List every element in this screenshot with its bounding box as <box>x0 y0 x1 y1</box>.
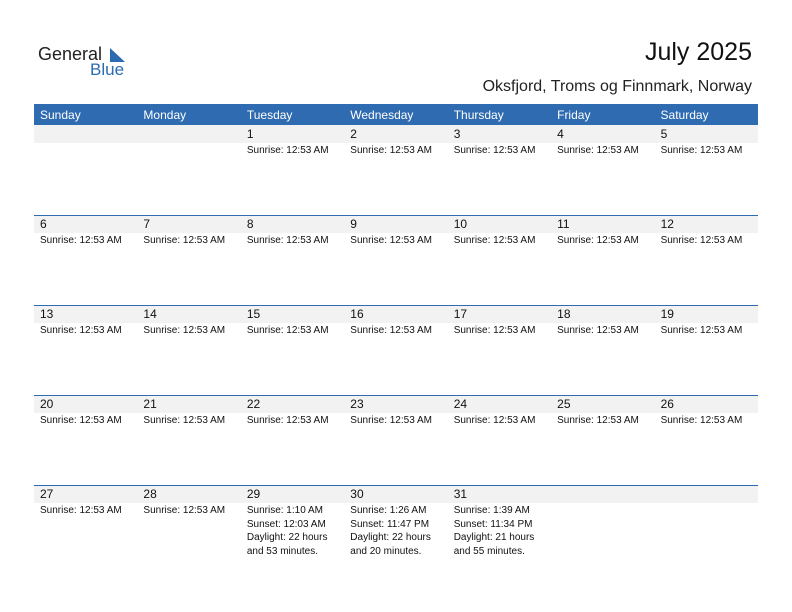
day-sun-info: Sunrise: 12:53 AM <box>660 415 743 426</box>
day-sun-info: Sunrise: 12:53 AM <box>40 505 122 516</box>
day-sun-info: Sunrise: 12:53 AM <box>143 505 226 516</box>
day-number: 30 <box>350 487 364 501</box>
day-cell <box>448 305 551 395</box>
day-sun-info: Sunrise: 12:53 AM <box>40 235 122 246</box>
day-sun-info: Sunrise: 12:53 AM <box>246 235 329 246</box>
day-cell <box>137 485 240 575</box>
day-number: 22 <box>246 397 261 411</box>
day-sun-info: Sunrise: 12:53 AM <box>453 415 536 426</box>
day-sun-info: Sunrise: 12:53 AM <box>143 415 226 426</box>
day-sun-info: Sunrise: 12:53 AM <box>453 325 536 336</box>
day-cell <box>344 395 447 485</box>
day-cell <box>137 215 240 305</box>
calendar-week-row <box>34 395 758 485</box>
day-sun-info: Sunrise: 1:10 AM Sunset: 12:03 AM Daylight: 22 hours and 53 minutes. <box>246 505 328 557</box>
day-cell <box>551 215 654 305</box>
day-cell <box>241 395 344 485</box>
day-sun-info: Sunrise: 12:53 AM <box>660 235 743 246</box>
day-number: 29 <box>246 487 261 501</box>
day-cell <box>551 485 654 575</box>
day-sun-info: Sunrise: 12:53 AM <box>350 235 432 246</box>
calendar-location: Oksfjord, Troms og Finnmark, Norway <box>482 78 752 95</box>
day-cell <box>34 305 137 395</box>
day-number: 26 <box>660 397 674 411</box>
day-number: 25 <box>557 397 571 411</box>
day-sun-info: Sunrise: 12:53 AM <box>246 145 329 156</box>
day-cell <box>241 305 344 395</box>
day-cell <box>448 485 551 575</box>
day-number: 31 <box>453 487 468 501</box>
day-cell <box>655 125 758 215</box>
day-sun-info: Sunrise: 12:53 AM <box>350 415 432 426</box>
day-sun-info: Sunrise: 1:39 AM Sunset: 11:34 PM Daylight: 21 hours and 55 minutes. <box>453 505 535 557</box>
day-number: 21 <box>143 397 157 411</box>
day-sun-info: Sunrise: 12:53 AM <box>246 415 329 426</box>
day-sun-info: Sunrise: 12:53 AM <box>453 145 536 156</box>
day-number: 20 <box>40 397 54 411</box>
day-cell <box>137 125 240 215</box>
day-cell <box>655 215 758 305</box>
day-sun-info: Sunrise: 12:53 AM <box>557 325 639 336</box>
day-sun-info: Sunrise: 12:53 AM <box>350 145 432 156</box>
day-number: 15 <box>246 307 261 321</box>
day-cell <box>655 485 758 575</box>
logo <box>38 44 138 80</box>
day-cell <box>655 305 758 395</box>
day-sun-info: Sunrise: 12:53 AM <box>557 415 639 426</box>
day-number: 13 <box>40 307 54 321</box>
calendar-week-row <box>34 485 758 575</box>
day-cell <box>448 215 551 305</box>
calendar-week-row <box>34 125 758 215</box>
logo-blue-text: Blue <box>90 60 125 79</box>
day-cell <box>655 395 758 485</box>
day-number: 11 <box>557 217 570 231</box>
day-cell <box>344 305 447 395</box>
day-cell <box>448 125 551 215</box>
day-number: 27 <box>40 487 54 501</box>
day-cell <box>241 125 344 215</box>
day-cell <box>241 215 344 305</box>
day-cell <box>241 485 344 575</box>
day-number: 1 <box>246 127 254 141</box>
day-cell <box>137 395 240 485</box>
weekday-friday: Friday <box>557 108 591 122</box>
day-sun-info: Sunrise: 12:53 AM <box>246 325 329 336</box>
calendar-week-row <box>34 215 758 305</box>
day-number: 4 <box>557 127 564 141</box>
day-cell <box>34 215 137 305</box>
day-sun-info: Sunrise: 12:53 AM <box>143 235 226 246</box>
day-number: 2 <box>350 127 357 141</box>
day-number: 28 <box>143 487 157 501</box>
weekday-thursday: Thursday <box>453 108 504 122</box>
day-cell <box>448 395 551 485</box>
day-cell <box>34 395 137 485</box>
day-number: 19 <box>660 307 674 321</box>
day-sun-info: Sunrise: 12:53 AM <box>40 415 122 426</box>
day-number: 8 <box>246 217 254 231</box>
day-sun-info: Sunrise: 12:53 AM <box>453 235 536 246</box>
day-number: 3 <box>453 127 461 141</box>
day-cell <box>344 215 447 305</box>
weekday-saturday: Saturday <box>660 108 709 122</box>
weekday-wednesday: Wednesday <box>350 108 414 122</box>
day-number: 16 <box>350 307 364 321</box>
day-cell <box>551 305 654 395</box>
day-sun-info: Sunrise: 12:53 AM <box>660 325 743 336</box>
day-cell <box>551 125 654 215</box>
day-sun-info: Sunrise: 12:53 AM <box>557 145 639 156</box>
day-cell <box>34 485 137 575</box>
weekday-header <box>34 104 758 125</box>
day-cell <box>551 395 654 485</box>
day-number: 6 <box>40 217 47 231</box>
day-sun-info: Sunrise: 1:26 AM Sunset: 11:47 PM Daylight: 22 hours and 20 minutes. <box>350 505 431 557</box>
day-number: 12 <box>660 217 674 231</box>
day-cell <box>344 485 447 575</box>
day-cell <box>34 125 137 215</box>
day-number: 23 <box>350 397 364 411</box>
weekday-sunday: Sunday <box>40 108 81 122</box>
day-sun-info: Sunrise: 12:53 AM <box>557 235 639 246</box>
day-number: 10 <box>453 217 468 231</box>
day-number: 14 <box>143 307 157 321</box>
day-cell <box>344 125 447 215</box>
day-number: 7 <box>143 217 151 231</box>
weekday-tuesday: Tuesday <box>246 108 293 122</box>
day-sun-info: Sunrise: 12:53 AM <box>660 145 743 156</box>
day-sun-info: Sunrise: 12:53 AM <box>350 325 432 336</box>
day-number: 24 <box>453 397 468 411</box>
day-number: 5 <box>660 127 668 141</box>
calendar-week-row <box>34 305 758 395</box>
day-sun-info: Sunrise: 12:53 AM <box>40 325 122 336</box>
logo-general-text: General <box>38 44 103 64</box>
day-cell <box>137 305 240 395</box>
day-sun-info: Sunrise: 12:53 AM <box>143 325 226 336</box>
day-number: 9 <box>350 217 357 231</box>
calendar-title: July 2025 <box>644 38 752 66</box>
day-number: 18 <box>557 307 571 321</box>
weekday-monday: Monday <box>143 108 187 122</box>
day-number: 17 <box>453 307 468 321</box>
